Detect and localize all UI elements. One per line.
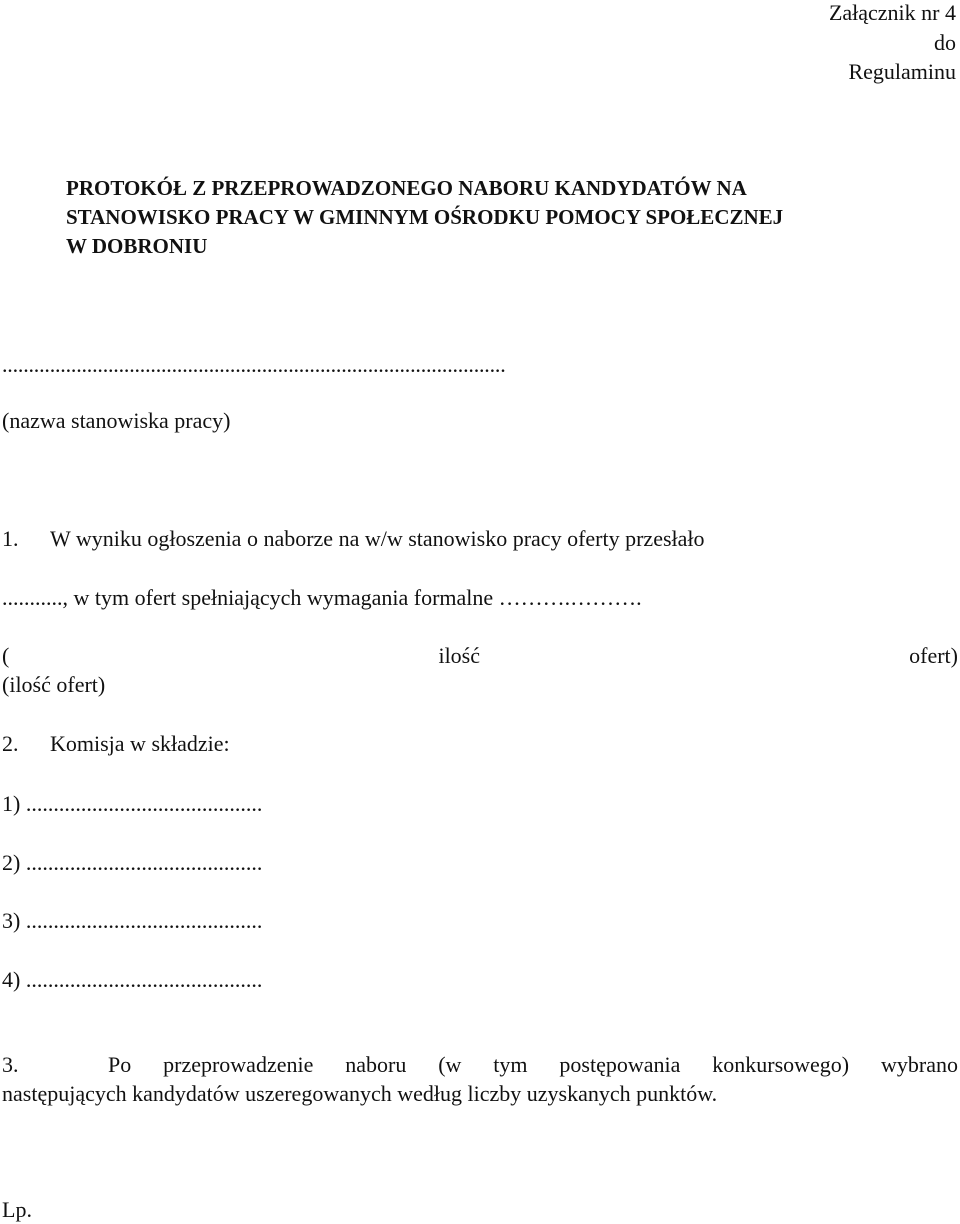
committee-member-2[interactable]: 2) ...........................................	[2, 850, 263, 875]
caption-open: (	[2, 643, 10, 668]
caption-mid: ilość	[438, 643, 481, 668]
section1-caption-row	[2, 643, 958, 669]
document-title-line2: STANOWISKO PRACY W GMINNYM OŚRODKU POMOCY SPOŁECZNEJ	[66, 205, 784, 229]
attachment-do: do	[934, 30, 956, 55]
position-name-caption: (nazwa stanowiska pracy)	[2, 408, 231, 433]
section3-line1: Po przeprowadzenie naboru (w tym postępowania konkursowego) wybrano	[108, 1052, 958, 1077]
section1-text: W wyniku ogłoszenia o naborze na w/w stanowisko pracy oferty przesłało	[50, 526, 705, 551]
position-name-field[interactable]: ...............................................................................................	[2, 352, 506, 377]
committee-member-3[interactable]: 3) ...........................................	[2, 908, 263, 933]
section3-number: 3.	[2, 1052, 19, 1077]
document-title-line3: W DOBRONIU	[66, 234, 208, 258]
caption-close: ofert)	[909, 643, 958, 668]
table-header-lp: Lp.	[2, 1197, 32, 1222]
section2-number: 2.	[2, 731, 19, 756]
attachment-regulation: Regulaminu	[848, 59, 956, 84]
document-title-line1: PROTOKÓŁ Z PRZEPROWADZONEGO NABORU KANDYDATÓW NA	[66, 176, 747, 200]
committee-member-1[interactable]: 1) ...........................................	[2, 791, 263, 816]
section1-caption2: (ilość ofert)	[2, 672, 106, 697]
section2-text: Komisja w składzie:	[50, 731, 230, 756]
committee-member-4[interactable]: 4) ...........................................	[2, 967, 263, 992]
section1-offers-line[interactable]: ..........., w tym ofert spełniających wymagania formalne ……….……….	[2, 585, 642, 610]
attachment-number: Załącznik nr 4	[828, 0, 956, 25]
section3-line2: następujących kandydatów uszeregowanych według liczby uzyskanych punktów.	[2, 1081, 718, 1106]
section1-number: 1.	[2, 526, 19, 551]
